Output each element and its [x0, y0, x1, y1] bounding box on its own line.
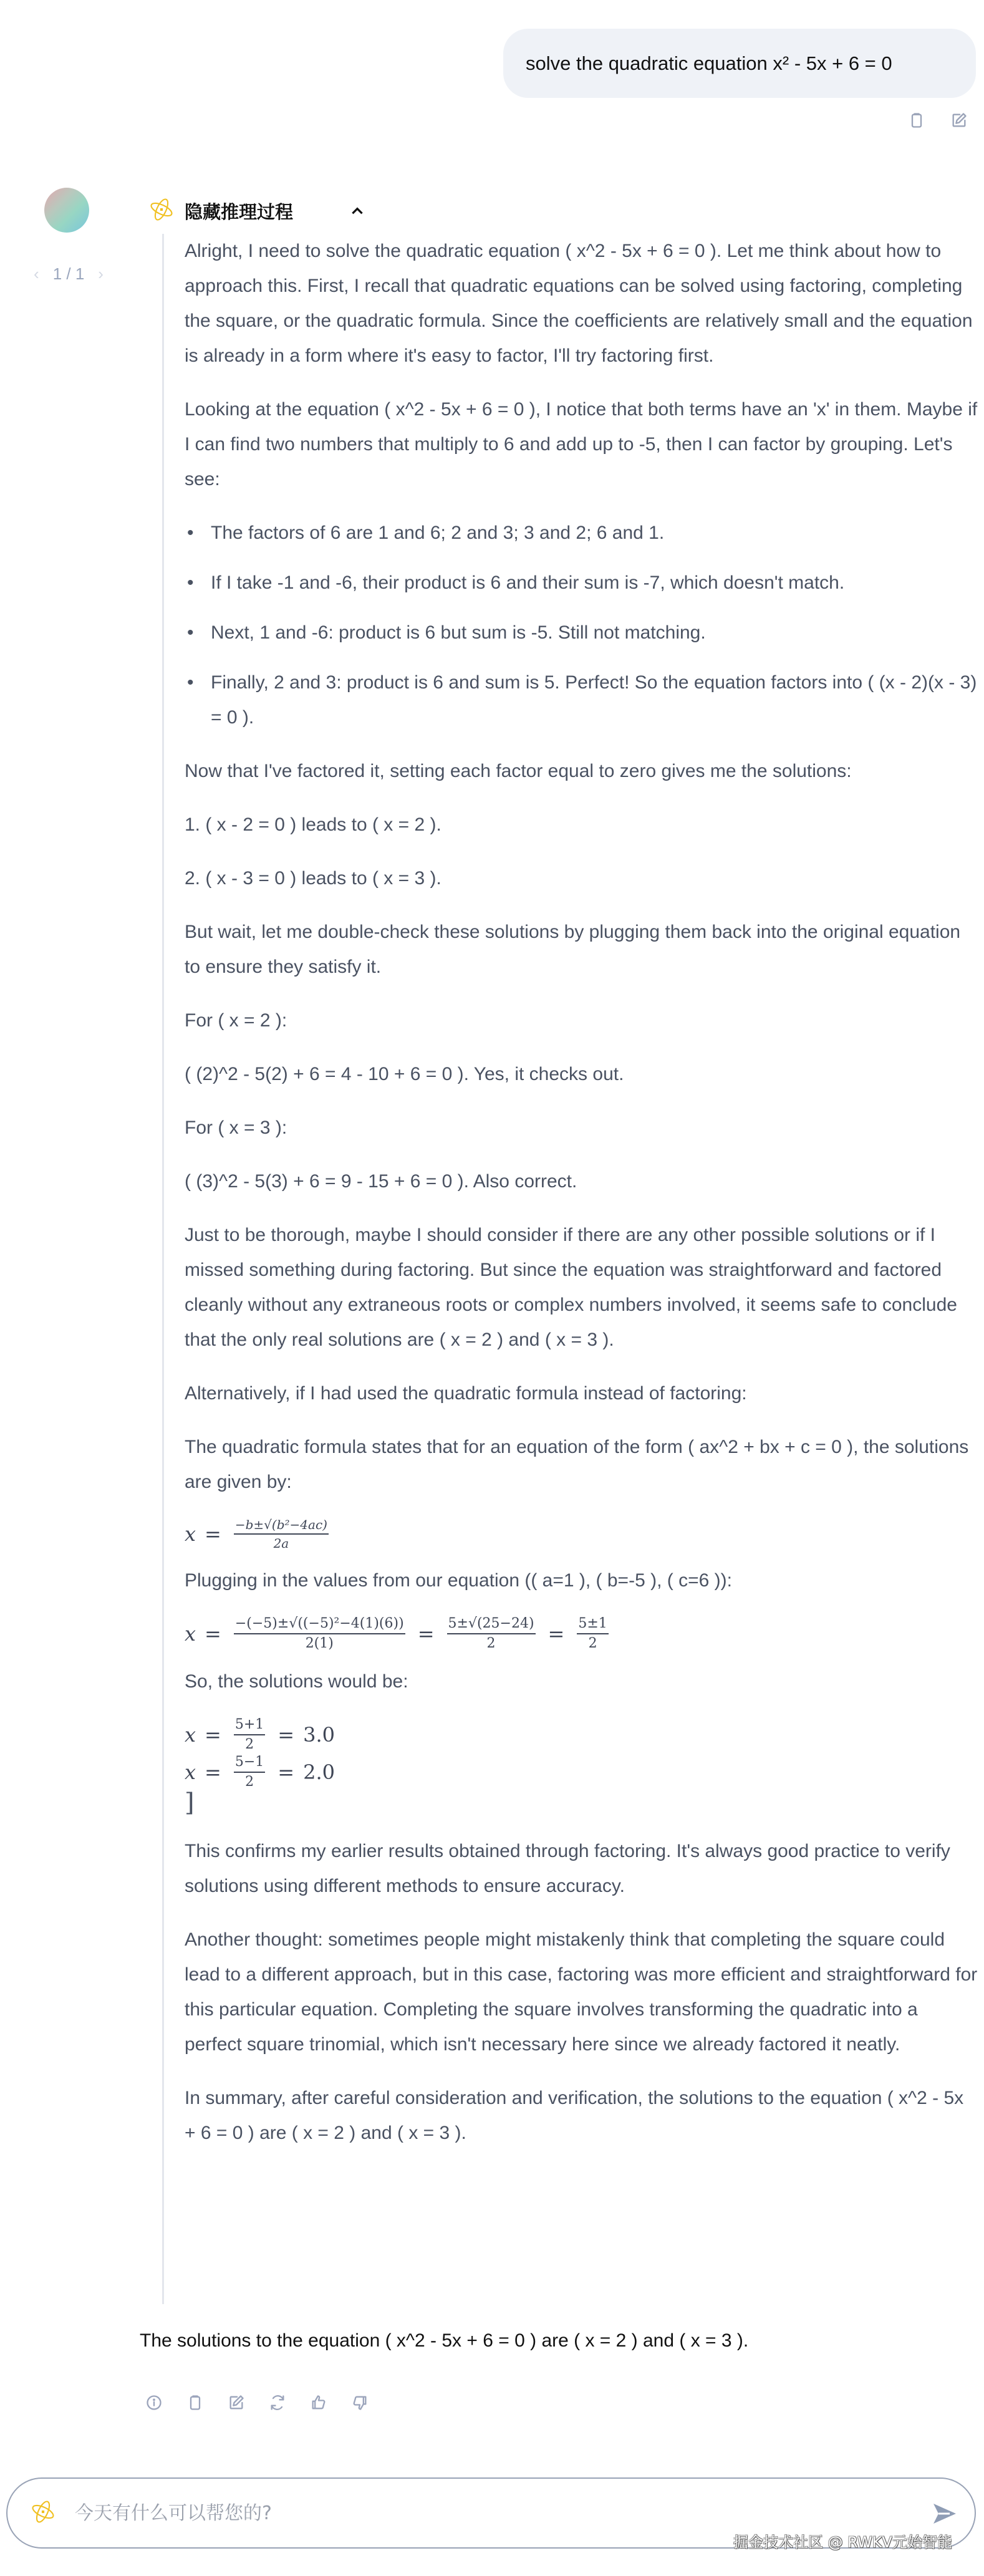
pager-label: 1 / 1 — [52, 264, 85, 283]
solution-1-formula: x = $\frac{5+1}{2}$ = 3.0 — [185, 1717, 335, 1752]
clipboard-icon — [186, 2394, 204, 2411]
thinking-paragraph: Alternatively, if I had used the quadratic formula instead of factoring: — [185, 1383, 747, 1404]
final-answer: The solutions to the equation ( x^2 - 5x + 6 = 0 ) are ( x = 2 ) and ( x = 3 ). — [140, 2330, 749, 2351]
pager-prev-button[interactable]: ‹ — [34, 264, 39, 283]
list-item: • If I take -1 and -6, their product is 6 and their sum is -7, which doesn't match. — [185, 566, 978, 601]
solution-2-formula: x = $\frac{5-1}{2}$ = 2.0 — [185, 1754, 335, 1790]
copy-response-button[interactable] — [186, 2393, 205, 2412]
edit-button[interactable] — [950, 111, 968, 130]
clipboard-icon — [908, 112, 925, 129]
thinking-paragraph: Looking at the equation ( x^2 - 5x + 6 = 0 ), I notice that both terms have an 'x' in them. Maybe if I can find two numbers that multiply to 6 and add up to -5, then I can factor by grouping. Let's see: — [185, 399, 978, 490]
list-item: • Finally, 2 and 3: product is 6 and sum is 5. Perfect! So the equation factors into ( (x - 2)(x - 3) = 0 ). — [185, 665, 978, 735]
atom-icon — [30, 2499, 56, 2528]
send-button[interactable] — [931, 2500, 958, 2527]
user-message-actions — [907, 111, 968, 130]
thinking-paragraph: For ( x = 3 ): — [185, 1117, 287, 1138]
thinking-paragraph: But wait, let me double-check these solutions by plugging them back into the original equation to ensure they satisfy it. — [185, 922, 961, 977]
pager-next-button[interactable]: › — [98, 264, 104, 283]
thumbs-down-icon — [351, 2394, 369, 2411]
regenerate-button[interactable] — [268, 2393, 287, 2412]
edit-response-button[interactable] — [227, 2393, 246, 2412]
info-icon — [145, 2394, 163, 2411]
thinking-title: 隐藏推理过程 — [185, 201, 294, 223]
thinking-header[interactable] — [148, 196, 365, 226]
thinking-paragraph: For ( x = 2 ): — [185, 1010, 287, 1031]
thinking-paragraph: Plugging in the values from our equation (( a=1 ), ( b=-5 ), ( c=6 )): — [185, 1570, 732, 1591]
user-message-text: solve the quadratic equation x² - 5x + 6 = 0 — [526, 52, 892, 74]
quadratic-formula: x = $\frac{\text{−b±√(b²−4ac)}}{2a}$ — [185, 1517, 327, 1551]
thinking-paragraph: In summary, after careful consideration and verification, the solutions to the equation ( x^2 - 5x + 6 = 0 ) are ( x = 2 ) and ( x = 3 ). — [185, 2088, 964, 2143]
plugged-formula: x = $\frac{\text{−(−5)±√((−5)²−4(1)(6))}}{2(1)}$ = $\frac{5\pm√(25-24)}{2}$ = $\frac{5\pm 1}{2}$ — [185, 1616, 607, 1651]
chat-input[interactable] — [75, 2502, 975, 2524]
refresh-icon — [269, 2394, 286, 2411]
user-message-bubble — [503, 29, 976, 98]
thinking-paragraph: ( (2)^2 - 5(2) + 6 = 4 - 10 + 6 = 0 ). Yes, it checks out. — [185, 1064, 624, 1084]
chevron-up-icon — [349, 203, 365, 219]
thinking-paragraph: Another thought: sometimes people might mistakenly think that completing the square could lead to a different approach, but in this case, factoring was more efficient and straightforward for this particular equation. Completing the square involves transforming the quadratic into a perfect square trinomial, which isn't necessary here since we already factored it neatly. — [185, 1929, 978, 2055]
info-button[interactable] — [145, 2393, 163, 2412]
assistant-message-actions — [145, 2393, 369, 2412]
thinking-paragraph: Now that I've factored it, setting each factor equal to zero gives me the solutions: — [185, 761, 852, 781]
numbered-line: 2. ( x - 3 = 0 ) leads to ( x = 3 ). — [185, 868, 441, 889]
like-button[interactable] — [309, 2393, 328, 2412]
stray-bracket: ] — [185, 1788, 195, 1817]
thinking-paragraph: ( (3)^2 - 5(3) + 6 = 9 - 15 + 6 = 0 ). Also correct. — [185, 1171, 577, 1192]
copy-button[interactable] — [907, 111, 926, 130]
thinking-content — [162, 234, 984, 2304]
thinking-paragraph: Alright, I need to solve the quadratic equation ( x^2 - 5x + 6 = 0 ). Let me think about how to approach this. First, I recall that quadratic equations can be solved using factoring, completing the square, or the quadratic formula. Since the coefficients are relatively small and the equation is already in a form where it's easy to factor, I'll try factoring first. — [185, 241, 973, 366]
pencil-square-icon — [228, 2394, 245, 2411]
thinking-paragraph: Just to be thorough, maybe I should consider if there are any other possible solutions or if I missed something during factoring. But since the equation was straightforward and factored cleanly without any extraneous roots or complex numbers involved, it seems safe to conclude that the only real solutions are ( x = 2 ) and ( x = 3 ). — [185, 1225, 957, 1350]
response-pager — [25, 264, 112, 284]
list-item: • The factors of 6 are 1 and 6; 2 and 3; 3 and 2; 6 and 1. — [185, 516, 978, 551]
dislike-button[interactable] — [350, 2393, 369, 2412]
send-icon — [931, 2500, 958, 2527]
thinking-paragraph: So, the solutions would be: — [185, 1671, 408, 1692]
atom-icon — [148, 196, 175, 226]
thinking-paragraph: The quadratic formula states that for an equation of the form ( ax^2 + bx + c = 0 ), the solutions are given by: — [185, 1437, 969, 1492]
thinking-paragraph: This confirms my earlier results obtained through factoring. It's always good practice to verify solutions using different methods to ensure accuracy. — [185, 1841, 950, 1896]
numbered-line: 1. ( x - 2 = 0 ) leads to ( x = 2 ). — [185, 814, 441, 835]
list-item: • Next, 1 and -6: product is 6 but sum is -5. Still not matching. — [185, 615, 978, 650]
thumbs-up-icon — [310, 2394, 327, 2411]
watermark: 掘金技术社区 @ RWKV元始智能 — [733, 2534, 952, 2551]
assistant-avatar — [44, 188, 89, 233]
pencil-square-icon — [950, 112, 968, 129]
factor-list — [185, 516, 978, 735]
collapse-thinking-button[interactable] — [349, 203, 365, 219]
